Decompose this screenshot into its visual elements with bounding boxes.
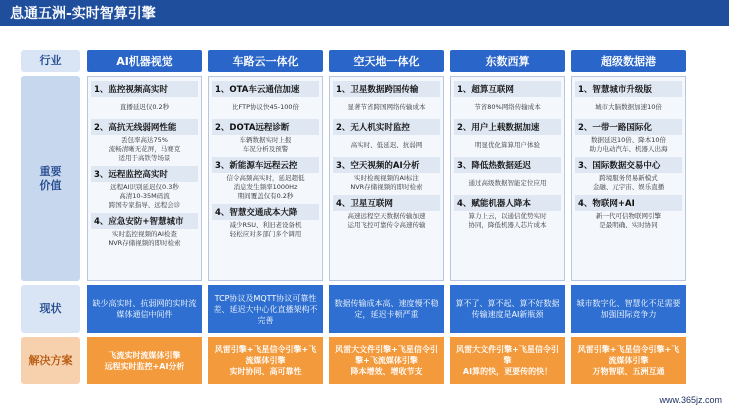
value-item-title: 1、监控视频高实时 bbox=[91, 81, 198, 97]
page-title: 息通五洲-实时智算引擎 bbox=[0, 0, 729, 26]
solution-box bbox=[329, 337, 444, 384]
solution-line: 实时协同、高可靠性 bbox=[229, 367, 302, 376]
status-box: 城市数字化、智慧化不足需要加强国际竞争力 bbox=[571, 285, 686, 333]
value-item-desc: 城市大脑数据加速10倍 bbox=[595, 102, 662, 111]
value-item-desc: 实时检视视频的AI标注 NVR存储视频的即时检索 bbox=[350, 174, 423, 191]
value-item-title: 3、空天视频的AI分析 bbox=[333, 157, 440, 173]
value-item-desc: 实时监控视频的AI检查 NVR存储视频的即时检索 bbox=[108, 230, 181, 247]
row-label-status: 现状 bbox=[21, 285, 80, 333]
value-item-title: 2、高抗无线弱网性能 bbox=[91, 119, 198, 135]
value-item-title: 2、DOTA远程诊断 bbox=[212, 119, 319, 135]
row-label-solution: 解决方案 bbox=[21, 337, 80, 384]
row-label-core-value: 重要 价值 bbox=[21, 76, 80, 281]
status-box: 缺少高实时、抗弱网的实时流媒体通信中间件 bbox=[87, 285, 202, 333]
industry-column bbox=[329, 50, 444, 384]
value-item-desc: 远程AI识别延迟仅0.3秒 高清10-35M码流 跨国专家指导、远程会诊 bbox=[108, 183, 181, 209]
value-item-desc: 明显优化算算用户体验 bbox=[475, 140, 540, 149]
value-item-desc: 信令高频高实时，延迟超低 消息发生频率1000Hz 期间覆盖仅有0.2秒 bbox=[226, 174, 305, 200]
value-item-title: 2、无人机实时监控 bbox=[333, 119, 440, 135]
value-list bbox=[571, 76, 686, 281]
solution-box bbox=[450, 337, 565, 384]
value-item-desc: 算力上云，以通信优势实时 协同，降低机器人芯片成本 bbox=[468, 212, 547, 229]
status-box: 算不了、算不起、算不好数据传输速度是AI新瓶颈 bbox=[450, 285, 565, 333]
solution-line: AI算的快，更要传的快！ bbox=[462, 367, 553, 376]
solution-line: 风雷大文件引擎+飞星信令引擎 bbox=[456, 345, 559, 365]
footer-watermark: www.365jz.com bbox=[659, 395, 722, 405]
value-item-title: 3、远程监控高实时 bbox=[91, 166, 198, 182]
solution-line: 远程实时监控+AI分析 bbox=[104, 361, 185, 371]
value-item-title: 4、物联网+AI bbox=[575, 195, 682, 211]
value-item-desc: 丢包率高达75% 流畅清晰无花屏，马赛克 适用于高铁等场景 bbox=[108, 136, 181, 162]
value-list bbox=[87, 76, 202, 281]
value-item-title: 2、一带一路国际化 bbox=[575, 119, 682, 135]
value-item-title: 4、智慧交通成本大降 bbox=[212, 204, 319, 220]
solution-line: 风雷引擎+飞星信令引擎+飞流媒体引擎 bbox=[214, 345, 317, 365]
industry-column bbox=[450, 50, 565, 384]
industry-column bbox=[87, 50, 202, 384]
value-item-title: 1、OTA车云通信加速 bbox=[212, 81, 319, 97]
column-header: 空天地一体化 bbox=[329, 50, 444, 72]
solution-line: 风雷大文件引擎+飞星信令引擎+飞流媒体引擎 bbox=[335, 345, 438, 365]
solution-line: 飞流实时流媒体引擎 bbox=[108, 350, 181, 360]
column-header: 超级数据港 bbox=[571, 50, 686, 72]
value-list bbox=[450, 76, 565, 281]
status-box: 数据传输成本高、速度慢不稳定，延迟卡顿严重 bbox=[329, 285, 444, 333]
value-item-desc: 数据延迟10倍、降本10倍 助力电动汽车、机器人出海 bbox=[589, 136, 668, 153]
value-item-desc: 直播延迟仅0.2秒 bbox=[119, 102, 170, 111]
value-item-title: 3、国际数据交易中心 bbox=[575, 157, 682, 173]
value-item-title: 4、赋能机器人降本 bbox=[454, 195, 561, 211]
solution-box bbox=[87, 337, 202, 384]
value-item-desc: 跨境服务贸易新模式 金融、元宇宙、娱乐直播 bbox=[592, 174, 665, 191]
value-item-desc: 新一代可信物联网引擎 是最明确、实时协同 bbox=[596, 212, 661, 229]
industry-column bbox=[208, 50, 323, 384]
value-item-title: 1、超算互联网 bbox=[454, 81, 561, 97]
row-label-industry: 行业 bbox=[21, 50, 80, 72]
value-item-desc: 高速远程空天数据传输加速 运用飞控可靠传令高速传输 bbox=[347, 212, 426, 229]
solution-box bbox=[571, 337, 686, 384]
industry-column bbox=[571, 50, 686, 384]
value-item-title: 2、用户上载数据加速 bbox=[454, 119, 561, 135]
value-item-desc: 比FTP协议快45-100倍 bbox=[231, 102, 300, 111]
value-item-title: 3、降低热数据延迟 bbox=[454, 157, 561, 173]
value-item-desc: 显著节省跨国网络传输成本 bbox=[347, 102, 426, 111]
value-item-title: 4、卫星互联网 bbox=[333, 195, 440, 211]
value-item-desc: 车辆数据实时上报 车况分析及预警 bbox=[239, 136, 292, 153]
solution-line: 降本增效、增收节支 bbox=[350, 367, 423, 376]
value-item-title: 4、应急安防+智慧城市 bbox=[91, 213, 198, 229]
value-item-desc: 节省80%网络传输成本 bbox=[474, 102, 541, 111]
value-item-desc: 减少RSU、利旧老设备机 轻松应对多部门多个调用 bbox=[229, 221, 302, 238]
solution-box bbox=[208, 337, 323, 384]
value-list bbox=[208, 76, 323, 281]
value-item-title: 1、智慧城市升级版 bbox=[575, 81, 682, 97]
solution-line: 风雷引擎+飞星信令引擎+飞流媒体引擎 bbox=[577, 345, 680, 365]
value-item-title: 3、新能源车远程云控 bbox=[212, 157, 319, 173]
column-header: 东数西算 bbox=[450, 50, 565, 72]
value-item-desc: 高实时、低延迟、抗弱网 bbox=[350, 140, 423, 149]
value-item-desc: 通过高级数据智能定位应用 bbox=[468, 178, 547, 187]
value-item-title: 1、卫星数据跨国传输 bbox=[333, 81, 440, 97]
value-list bbox=[329, 76, 444, 281]
column-header: 车路云一体化 bbox=[208, 50, 323, 72]
solution-line: 万物智联、五洲互通 bbox=[592, 367, 665, 376]
column-header: AI机器视觉 bbox=[87, 50, 202, 72]
status-box: TCP协议及MQTT协议可靠性差、延迟大中心化直播架构不完善 bbox=[208, 285, 323, 333]
